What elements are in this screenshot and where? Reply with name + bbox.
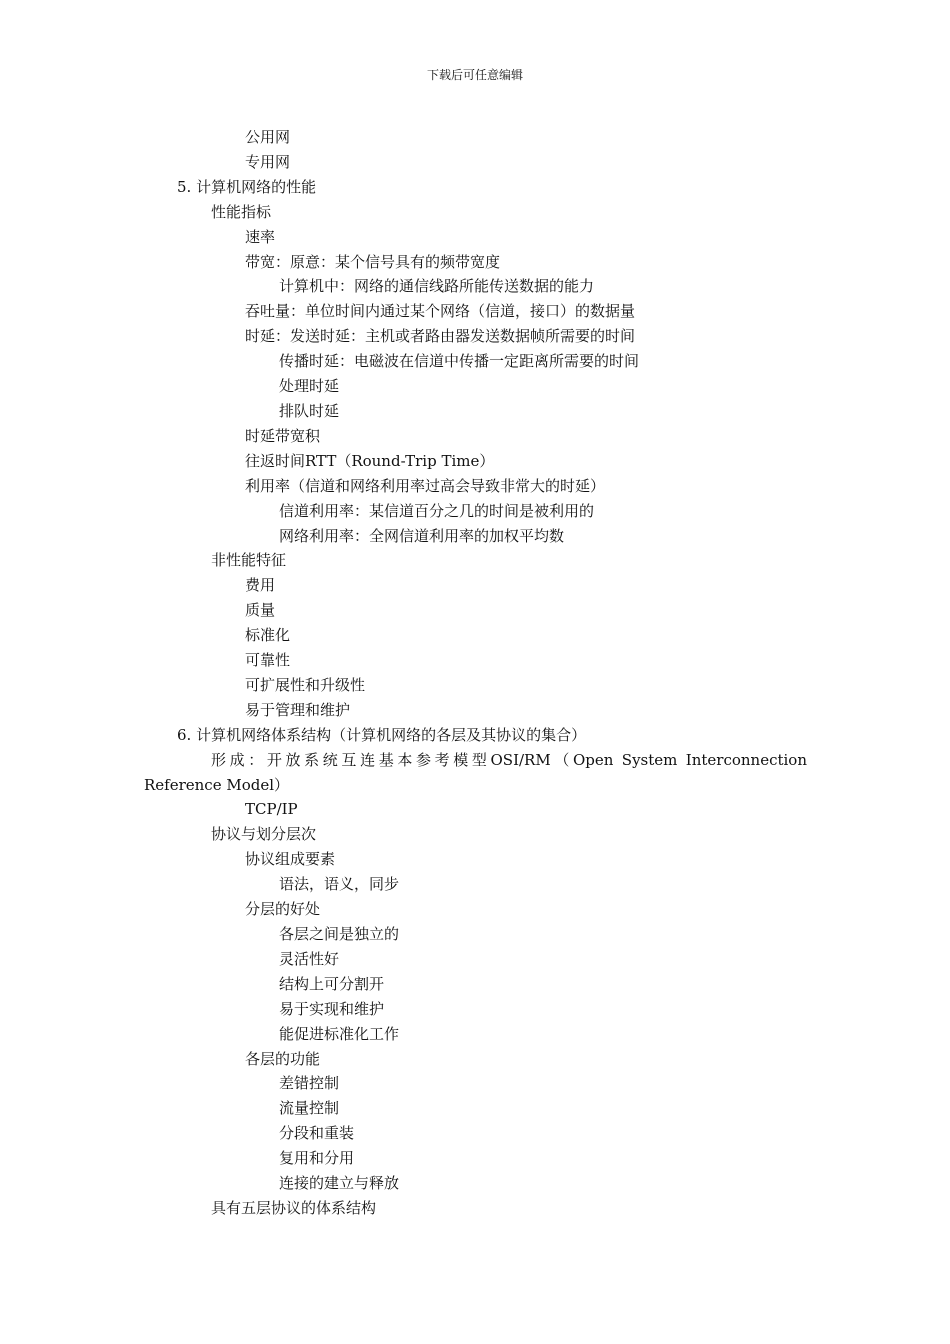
outline-line: 分层的好处 (245, 900, 321, 919)
outline-line: 往返时间RTT（Round-Trip Time） (245, 451, 495, 470)
outline-line: 专用网 (245, 152, 291, 171)
outline-line: 灵活性好 (279, 949, 340, 968)
outline-line: 协议组成要素 (245, 850, 336, 869)
outline-line: 协议与划分层次 (211, 825, 317, 844)
outline-line: 复用和分用 (279, 1149, 355, 1168)
outline-line: 6. 计算机网络体系结构（计算机网络的各层及其协议的集合） (177, 725, 587, 744)
outline-line: 吞吐量：单位时间内通过某个网络（信道，接口）的数据量 (245, 302, 636, 321)
outline-line: 时延：发送时延：主机或者路由器发送数据帧所需要的时间 (245, 327, 636, 346)
outline-line: 处理时延 (279, 377, 340, 396)
outline-line: 传播时延：电磁波在信道中传播一定距离所需要的时间 (279, 352, 640, 371)
outline-line: 结构上可分割开 (279, 974, 385, 993)
outline-line: TCP/IP (245, 800, 298, 819)
outline-line: 连接的建立与释放 (279, 1174, 400, 1193)
outline-line: 时延带宽积 (245, 426, 321, 445)
outline-line: 计算机中：网络的通信线路所能传送数据的能力 (279, 277, 595, 296)
outline-line: 速率 (245, 227, 276, 246)
outline-line: 带宽：原意：某个信号具有的频带宽度 (245, 252, 501, 271)
outline-line: 非性能特征 (211, 551, 287, 570)
outline-line: 性能指标 (211, 202, 272, 221)
outline-line: 具有五层协议的体系结构 (211, 1198, 377, 1217)
outline-line: 差错控制 (279, 1074, 340, 1093)
outline-line: 利用率（信道和网络利用率过高会导致非常大的时延） (245, 476, 606, 495)
outline-line: 网络利用率：全网信道利用率的加权平均数 (279, 526, 565, 545)
outline-line: 可靠性 (245, 651, 291, 670)
outline-line: 各层的功能 (245, 1049, 321, 1068)
outline-line: 易于实现和维护 (279, 999, 385, 1018)
outline-line: 分段和重装 (279, 1124, 355, 1143)
outline-line: 排队时延 (279, 401, 340, 420)
outline-line: 信道利用率：某信道百分之几的时间是被利用的 (279, 501, 595, 520)
outline-line: 语法，语义，同步 (279, 875, 400, 894)
outline-line: 标准化 (245, 626, 291, 645)
outline-line: 各层之间是独立的 (279, 925, 400, 943)
outline-content (0, 125, 950, 1221)
outline-line: 形成：开放系统互连基本参考模型OSI/RM（Open System Interconnection (211, 750, 807, 769)
outline-line: 可扩展性和升级性 (245, 675, 366, 694)
outline-line: 质量 (245, 601, 276, 620)
outline-line: 公用网 (245, 128, 291, 146)
outline-line: 费用 (245, 576, 276, 595)
outline-line: 5. 计算机网络的性能 (177, 177, 317, 196)
outline-line: 能促进标准化工作 (279, 1024, 400, 1043)
outline-line: 易于管理和维护 (245, 700, 351, 719)
outline-line: 流量控制 (279, 1099, 340, 1118)
page-header: 下载后可任意编辑 (426, 68, 523, 82)
outline-line: Reference Model） (144, 775, 290, 794)
